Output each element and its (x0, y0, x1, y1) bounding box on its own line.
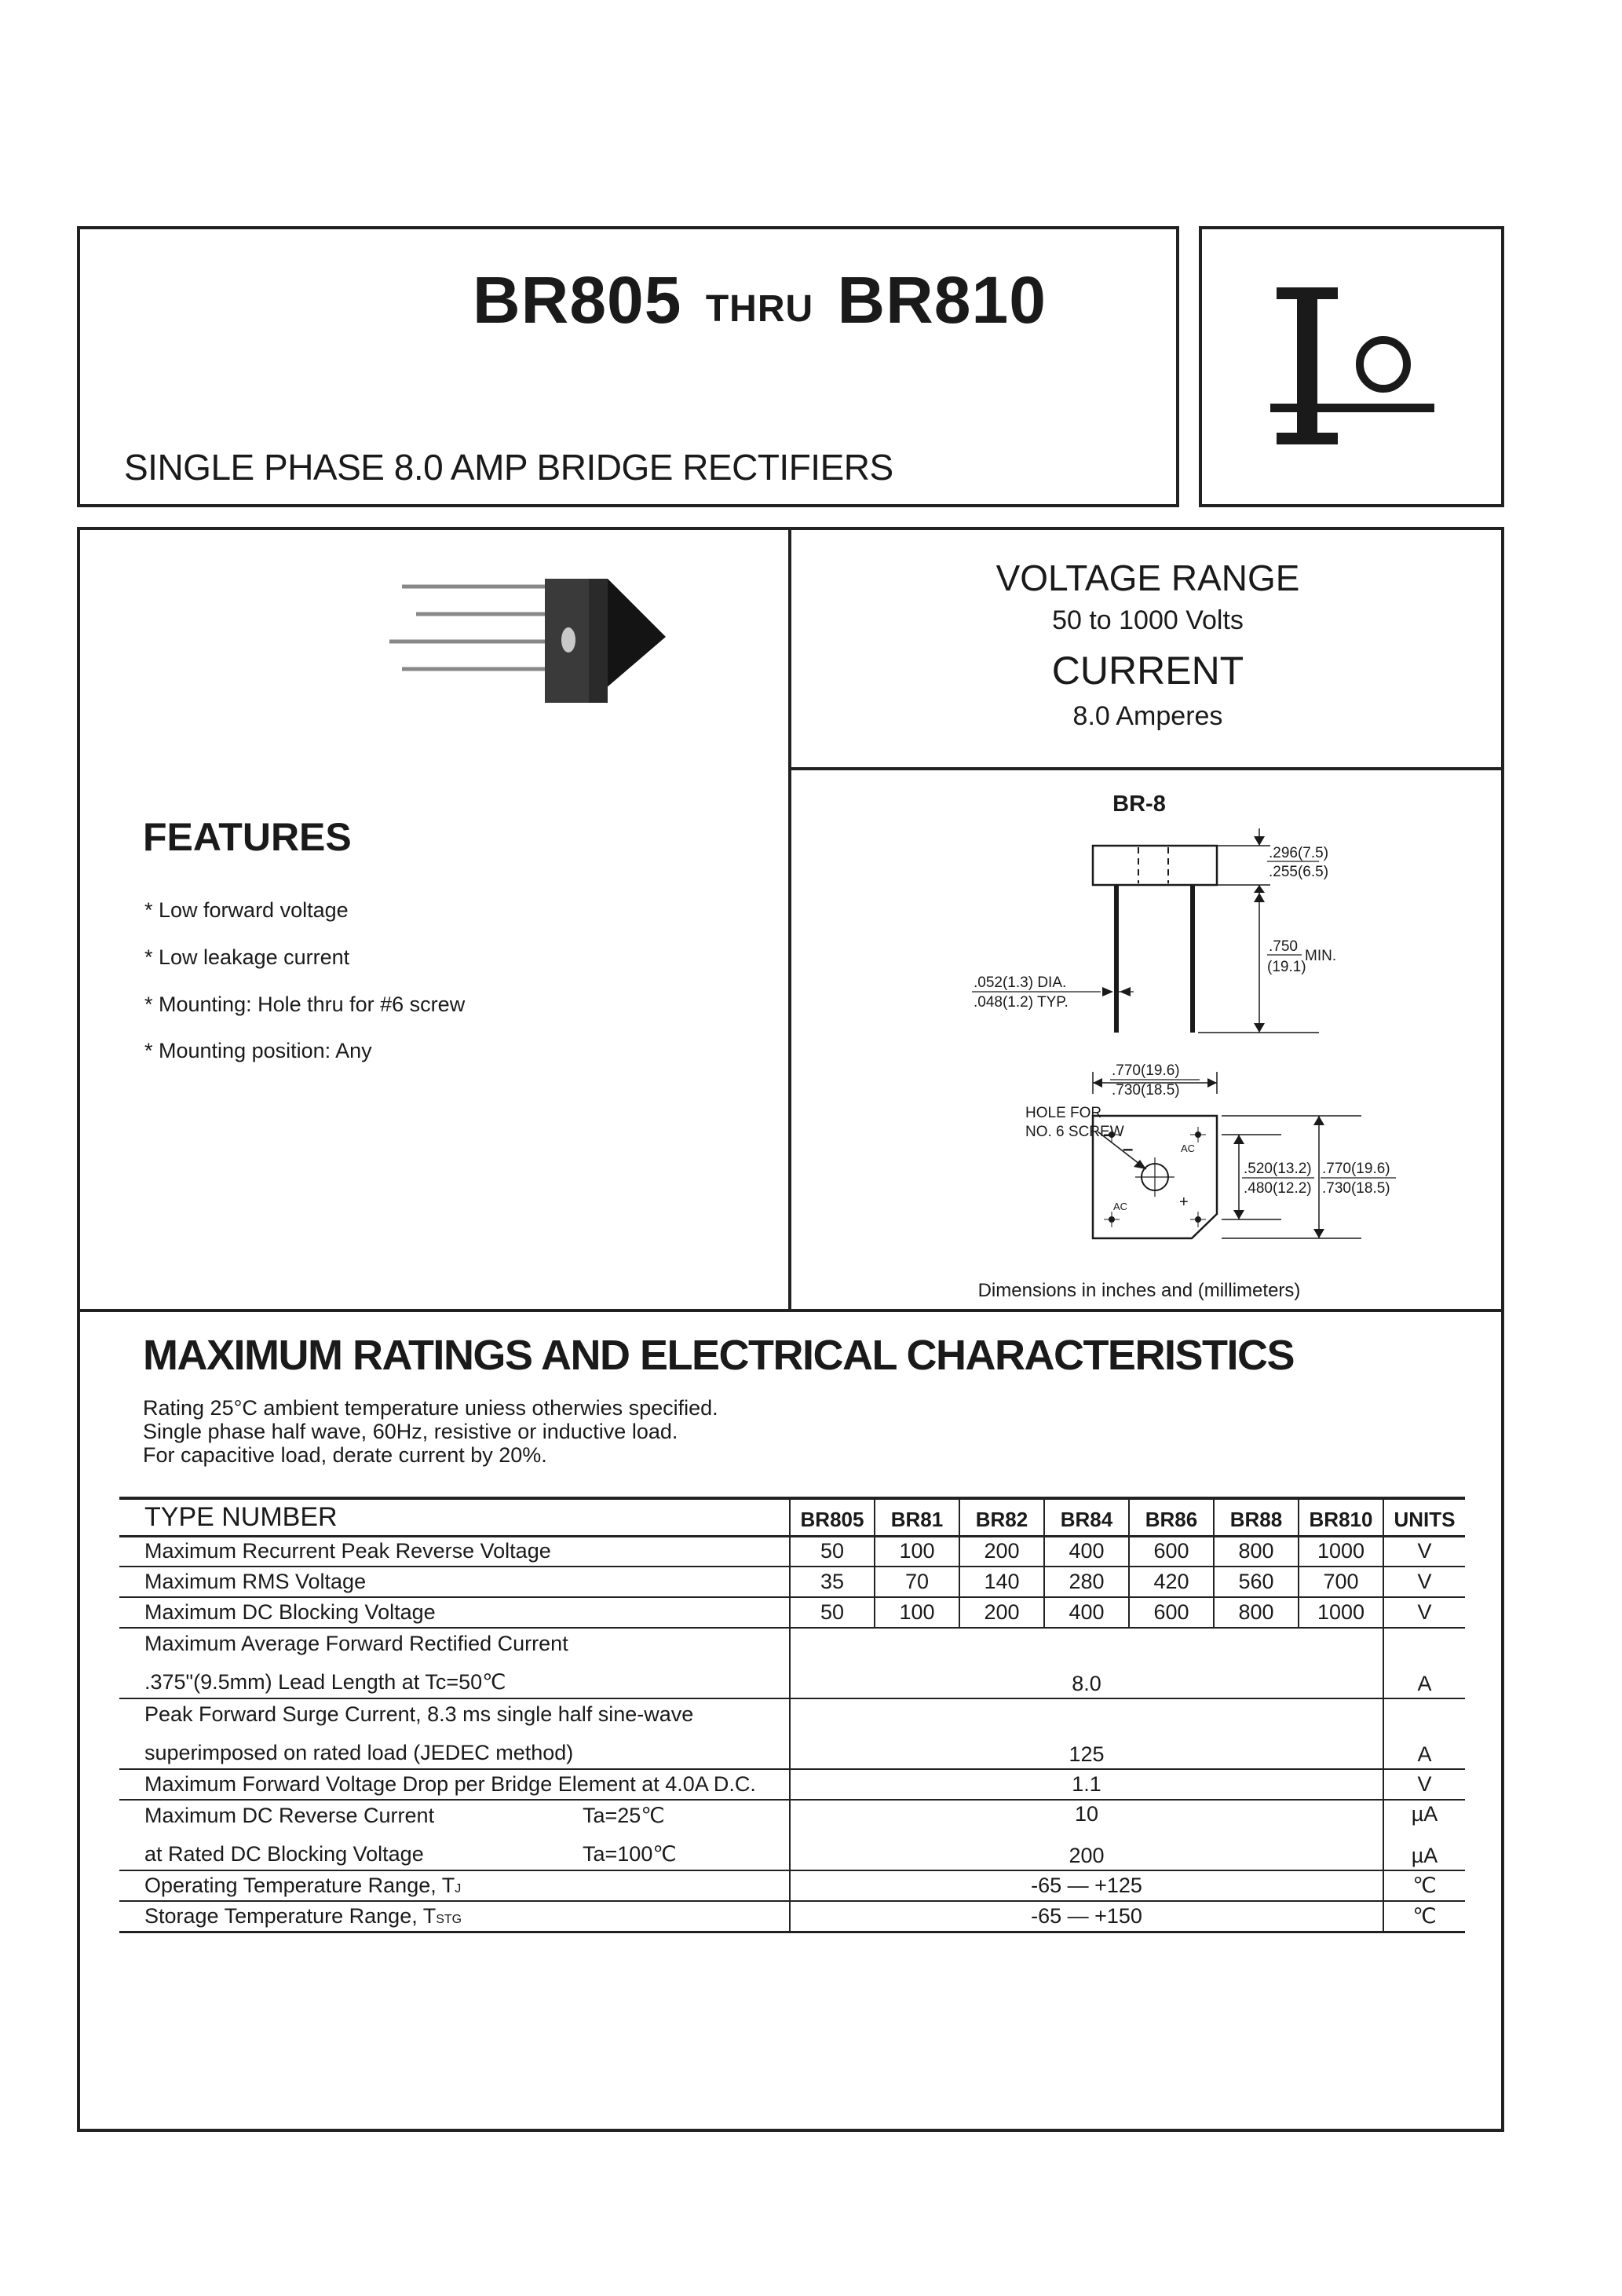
cell-value (790, 1698, 1383, 1769)
section-divider (80, 1309, 1504, 1312)
title-block (77, 226, 1179, 507)
row-label-line: superimposed on rated load (JEDEC method) (144, 1741, 574, 1764)
cell-value: 560 (1214, 1567, 1299, 1597)
cell-value-text: 10 (1074, 1802, 1099, 1826)
table-row (119, 1769, 1465, 1800)
cell-value (790, 1628, 1383, 1698)
cell-value: 35 (790, 1567, 875, 1597)
voltage-range-title: VOLTAGE RANGE (995, 558, 1300, 598)
feature-item: * Mounting: Hole thru for #6 screw (144, 993, 466, 1016)
cell-value-text: 125 (1069, 1742, 1105, 1766)
row-condition: Ta=25℃ (583, 1804, 665, 1827)
table-row (119, 1628, 1465, 1698)
row-label (119, 1870, 790, 1901)
table-row (119, 1870, 1465, 1901)
table-row (119, 1567, 1465, 1597)
row-label-subscript: STG (436, 1912, 462, 1926)
dimensions-footnote: Dimensions in inches and (millimeters) (977, 1280, 1301, 1301)
pin-ac-label: AC (1181, 1143, 1196, 1154)
table-row (119, 1698, 1465, 1769)
logo-block (1199, 226, 1504, 507)
ratings-note: Rating 25°C ambient temperature uniess otherwies specified. (143, 1396, 718, 1420)
part-header: BR88 (1214, 1498, 1299, 1536)
cell-unit (1383, 1800, 1465, 1870)
dim-pin-span-min: .480(12.2) (1244, 1180, 1312, 1197)
part-first: BR805 (473, 263, 682, 337)
cell-value: 100 (875, 1597, 959, 1628)
cell-value: 280 (1044, 1567, 1129, 1597)
cell-value: 1000 (1299, 1536, 1383, 1567)
cell-unit: V (1417, 1570, 1432, 1593)
current-title: CURRENT (1051, 649, 1244, 693)
page-title (473, 262, 1047, 338)
part-header: BR805 (790, 1498, 875, 1536)
row-label-text: Operating Temperature Range, T (144, 1874, 455, 1897)
feature-item: * Low leakage current (144, 945, 350, 969)
dim-lead-length-bottom: (19.1) (1267, 959, 1306, 975)
part-header: BR86 (1129, 1498, 1214, 1536)
page-subtitle: SINGLE PHASE 8.0 AMP BRIDGE RECTIFIERS (124, 447, 893, 488)
pin-minus-label: – (1123, 1139, 1134, 1160)
row-label-line: at Rated DC Blocking Voltage (144, 1842, 424, 1866)
cell-unit-text: µA (1411, 1844, 1438, 1867)
cell-value: 700 (1299, 1567, 1383, 1597)
dim-width-max: .770(19.6) (1112, 1062, 1180, 1079)
dim-height-min: .255(6.5) (1269, 864, 1329, 880)
table-row (119, 1901, 1465, 1932)
part-header: BR81 (875, 1498, 959, 1536)
row-label: Maximum Forward Voltage Drop per Bridge Element at 4.0A D.C. (119, 1769, 790, 1800)
cell-unit: V (1417, 1772, 1432, 1796)
cell-value: 420 (1129, 1567, 1214, 1597)
ratings-table (119, 1497, 1465, 1933)
cell-value: 200 (959, 1536, 1044, 1567)
row-label-line: Maximum Average Forward Rectified Current (144, 1632, 568, 1655)
pin-ac-label: AC (1113, 1201, 1128, 1212)
cell-value: -65 — +125 (790, 1870, 1383, 1901)
cell-value: 100 (875, 1536, 959, 1567)
cell-unit: ℃ (1412, 1874, 1437, 1897)
cell-value: 800 (1214, 1536, 1299, 1567)
dim-side-max: .770(19.6) (1322, 1161, 1390, 1177)
cell-value-text: 200 (1069, 1844, 1105, 1867)
part-header: BR810 (1299, 1498, 1383, 1536)
part-header: BR84 (1044, 1498, 1129, 1536)
dim-lead-length-suffix: MIN. (1305, 948, 1337, 964)
ratings-title: MAXIMUM RATINGS AND ELECTRICAL CHARACTERISTICS (143, 1332, 1294, 1379)
component-illustration (371, 577, 685, 734)
table-header-row (119, 1498, 1465, 1536)
dim-side-min: .730(18.5) (1322, 1180, 1390, 1197)
hole-label-2: NO. 6 SCREW (1025, 1124, 1124, 1140)
main-content (77, 527, 1504, 2132)
cell-value: 600 (1129, 1536, 1214, 1567)
current-value: 8.0 Amperes (1072, 701, 1223, 731)
cell-unit (1383, 1628, 1465, 1698)
row-label (119, 1628, 790, 1698)
type-number-header: TYPE NUMBER (119, 1498, 790, 1536)
feature-item: * Low forward voltage (144, 898, 349, 922)
cell-unit-text: A (1417, 1672, 1432, 1695)
hole-label-1: HOLE FOR (1025, 1105, 1102, 1121)
cell-value: 400 (1044, 1597, 1129, 1628)
units-header: UNITS (1394, 1507, 1456, 1531)
package-name: BR-8 (1112, 792, 1166, 817)
cell-value: 400 (1044, 1536, 1129, 1567)
dim-lead-dia-2: .048(1.2) TYP. (974, 994, 1069, 1011)
table-row (119, 1536, 1465, 1567)
cell-value: 200 (959, 1597, 1044, 1628)
pin-plus-label: + (1179, 1194, 1189, 1211)
thru-label: THRU (705, 288, 814, 330)
table-row (119, 1800, 1465, 1870)
row-label: Maximum RMS Voltage (119, 1567, 790, 1597)
cell-value (790, 1800, 1383, 1870)
row-label-text: Storage Temperature Range, T (144, 1903, 437, 1928)
voltage-range-value: 50 to 1000 Volts (1052, 605, 1244, 635)
row-label-line: .375"(9.5mm) Lead Length at Tc=50℃ (144, 1670, 506, 1694)
table-row (119, 1597, 1465, 1628)
dim-lead-dia-1: .052(1.3) DIA. (974, 974, 1067, 991)
cell-value: -65 — +150 (790, 1901, 1383, 1932)
dim-lead-length-top: .750 (1269, 938, 1298, 955)
row-label-line: Maximum DC Reverse Current (144, 1804, 435, 1827)
row-label: Maximum Recurrent Peak Reverse Voltage (119, 1536, 790, 1567)
row-label (119, 1800, 790, 1870)
row-condition: Ta=100℃ (583, 1842, 677, 1866)
row-label-line: Peak Forward Surge Current, 8.3 ms single half sine-wave (144, 1702, 694, 1726)
part-last: BR810 (837, 263, 1047, 337)
cell-unit-text: µA (1411, 1802, 1438, 1826)
ratings-note: For capacitive load, derate current by 20%. (143, 1443, 547, 1467)
ratings-note: Single phase half wave, 60Hz, resistive or inductive load. (143, 1420, 678, 1443)
cell-unit: V (1417, 1600, 1432, 1624)
cell-value: 50 (790, 1536, 875, 1567)
package-outline-drawing (791, 770, 1504, 1309)
cell-value: 600 (1129, 1597, 1214, 1628)
dim-width-min: .730(18.5) (1112, 1082, 1180, 1099)
cell-unit (1383, 1698, 1465, 1769)
cell-unit: V (1417, 1539, 1432, 1563)
row-label: Maximum DC Blocking Voltage (119, 1597, 790, 1628)
row-label (119, 1901, 790, 1932)
cell-value: 1000 (1299, 1597, 1383, 1628)
cell-value: 50 (790, 1597, 875, 1628)
cell-value: 1.1 (790, 1769, 1383, 1800)
cell-value: 70 (875, 1567, 959, 1597)
cell-value: 800 (1214, 1597, 1299, 1628)
cell-value: 140 (959, 1567, 1044, 1597)
cell-unit: ℃ (1412, 1903, 1437, 1928)
row-label (119, 1698, 790, 1769)
cell-value-text: 8.0 (1072, 1672, 1101, 1695)
dim-pin-span-max: .520(13.2) (1244, 1161, 1312, 1177)
row-label-subscript: J (455, 1882, 462, 1896)
company-logo (1202, 229, 1501, 504)
part-header: BR82 (959, 1498, 1044, 1536)
feature-item: * Mounting position: Any (144, 1039, 372, 1062)
cell-unit-text: A (1417, 1742, 1432, 1766)
dim-height-max: .296(7.5) (1269, 845, 1329, 861)
features-title: FEATURES (143, 815, 352, 859)
